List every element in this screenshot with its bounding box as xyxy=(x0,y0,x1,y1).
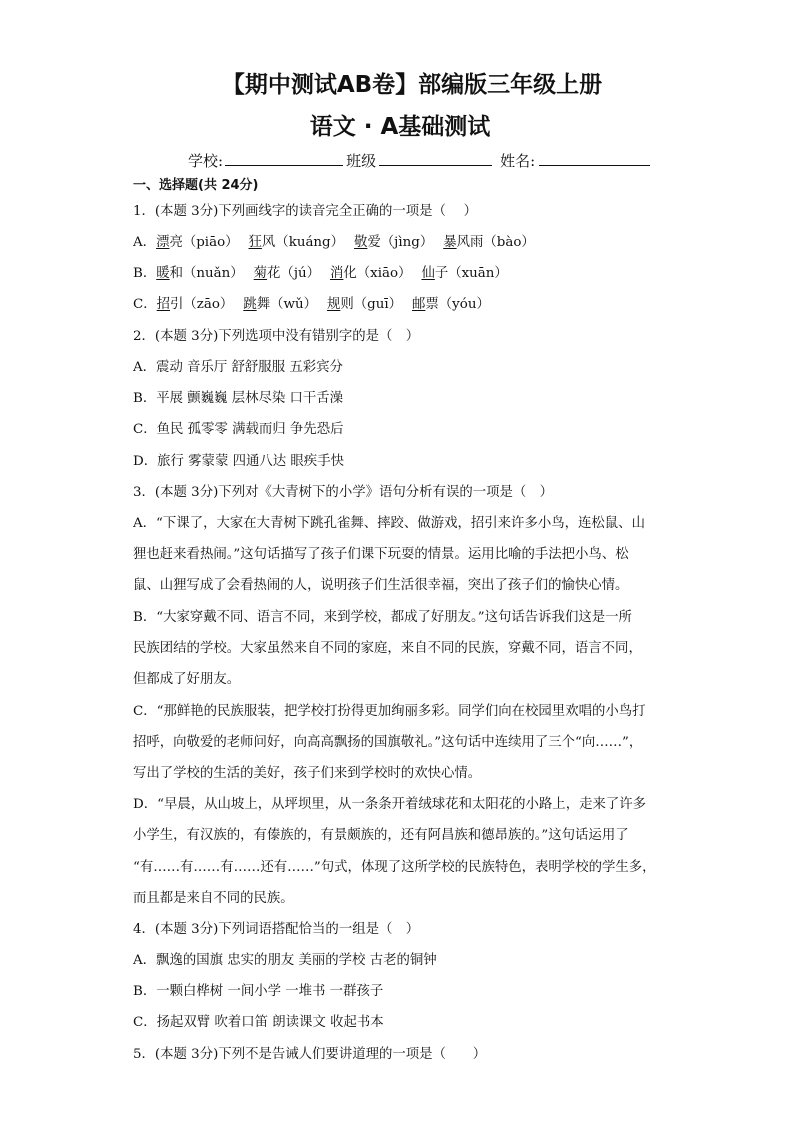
q4-stem: 4．(本题 3分)下列词语搭配恰当的一组是（ ） xyxy=(133,922,420,937)
q3-option-c-line3: 写出了学校的生活的美好，孩子们来到学校时的欢快心情。 xyxy=(133,766,482,781)
class-label: 班级 xyxy=(346,152,377,170)
school-blank[interactable] xyxy=(225,151,343,166)
class-blank[interactable] xyxy=(379,151,492,166)
q3-option-d-line2: 小学生，有汉族的，有傣族的，有景颇族的，还有阿昌族和德昂族的。”这句话运用了 xyxy=(133,828,629,843)
exam-subtitle: 语文 · A基础测试 xyxy=(309,114,491,140)
section-heading: 一、选择题(共 24分) xyxy=(133,178,259,193)
q1-option-a: A．漂亮（piāo） 狂风（kuáng） 敬爱（jìng） 暴风雨（bào） xyxy=(133,235,535,250)
name-blank[interactable] xyxy=(539,151,650,166)
q2-option-b: B．平展 颤巍巍 层林尽染 口干舌澡 xyxy=(133,391,344,406)
q3-option-b-line3: 但都成了好朋友。 xyxy=(133,672,241,687)
q1-option-b: B．暖和（nuǎn） 菊花（jú） 消化（xiāo） 仙子（xuān） xyxy=(133,266,508,281)
q3-stem: 3．(本题 3分)下列对《大青树下的小学》语句分析有误的一项是（ ） xyxy=(133,485,554,500)
exam-title: 【期中测试AB卷】部编版三年级上册 xyxy=(221,72,603,98)
q3-option-d-line3: “有……有……有……还有……”句式，体现了这所学校的民族特色，表明学校的学生多， xyxy=(133,860,656,875)
q3-option-d-line4: 而且都是来自不同的民族。 xyxy=(133,891,294,906)
name-label: 姓名: xyxy=(500,152,536,170)
q3-option-a-line3: 鼠、山狸写成了会看热闹的人，说明孩子们生活很幸福，突出了孩子们的愉快心情。 xyxy=(133,578,629,593)
q3-option-a-line2: 狸也赶来看热闹。”这句话描写了孩子们课下玩耍的情景。运用比喻的手法把小鸟、松 xyxy=(133,547,629,562)
q4-option-c: C．扬起双臂 吹着口笛 朗读课文 收起书本 xyxy=(133,1015,384,1030)
q3-option-c-line2: 招呼，向敬爱的老师问好，向高高飘扬的国旗敬礼。”这句话中连续用了三个“向……”， xyxy=(133,735,643,750)
q1-stem: 1．(本题 3分)下列画线字的读音完全正确的一项是（ ） xyxy=(133,204,477,219)
q2-option-d: D．旅行 雾蒙蒙 四通八达 眼疾手快 xyxy=(133,454,344,469)
q1-option-c: C．招引（zāo） 跳舞（wǔ） 规则（guī） 邮票（yóu） xyxy=(133,297,490,312)
q4-option-b: B．一颗白桦树 一间小学 一堆书 一群孩子 xyxy=(133,984,384,999)
student-info-row xyxy=(188,150,650,171)
school-label: 学校: xyxy=(188,152,224,170)
q5-stem: 5．(本题 3分)下列不是告诫人们要讲道理的一项是（ ） xyxy=(133,1047,487,1062)
q4-option-a: A．飘逸的国旗 忠实的朋友 美丽的学校 古老的铜钟 xyxy=(133,953,437,968)
q2-stem: 2．(本题 3分)下列选项中没有错别字的是（ ） xyxy=(133,329,420,344)
q3-option-b-line2: 民族团结的学校。大家虽然来自不同的家庭，来自不同的民族，穿戴不同，语言不同， xyxy=(133,641,642,656)
q3-option-b-line1: B．“大家穿戴不同、语言不同，来到学校，都成了好朋友。”这句话告诉我们这是一所 xyxy=(133,610,632,625)
q3-option-d-line1: D．“早晨，从山坡上，从坪坝里，从一条条开着绒球花和太阳花的小路上，走来了许多 xyxy=(133,797,647,812)
q3-option-a-line1: A．“下课了，大家在大青树下跳孔雀舞、摔跤、做游戏，招引来许多小鸟，连松鼠、山 xyxy=(133,516,645,531)
q3-option-c-line1: C．“那鲜艳的民族服装，把学校打扮得更加绚丽多彩。同学们向在校园里欢唱的小鸟打 xyxy=(133,704,646,719)
q2-option-a: A．震动 音乐厅 舒舒服服 五彩宾分 xyxy=(133,360,343,375)
q2-option-c: C．鱼民 孤零零 满载而归 争先恐后 xyxy=(133,422,344,437)
